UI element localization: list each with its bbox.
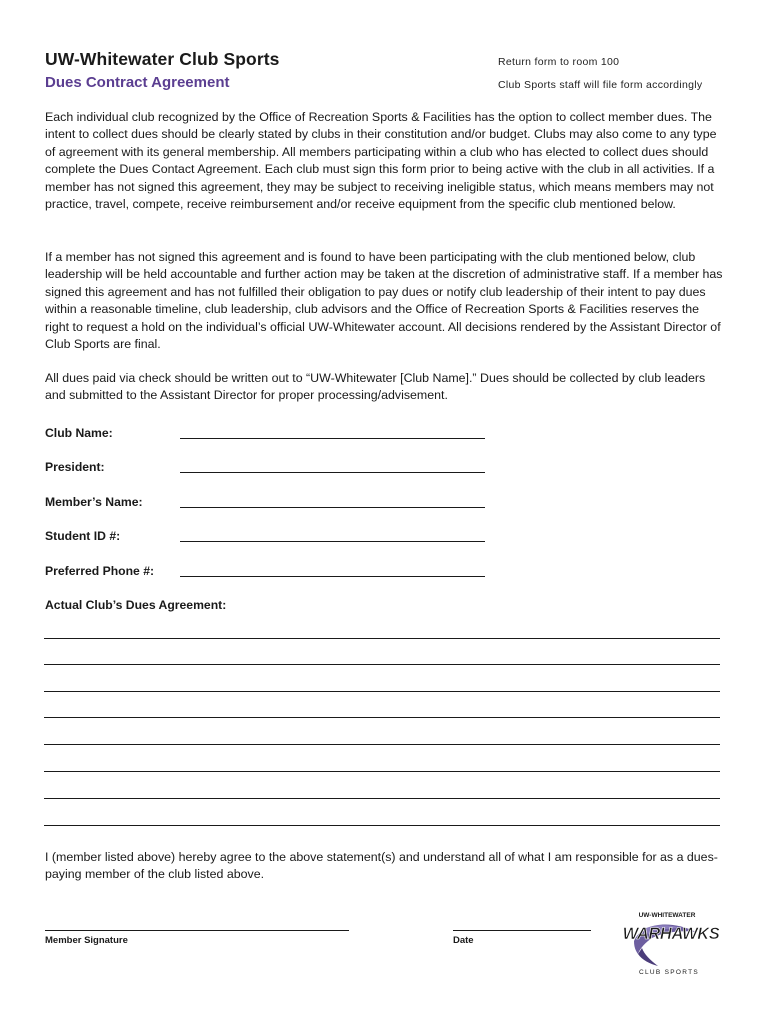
logo-main-text: WARHAWKS xyxy=(622,925,720,943)
agreement-label: Actual Club’s Dues Agreement: xyxy=(45,598,227,612)
president-label: President: xyxy=(45,460,105,474)
warhawks-club-sports-logo xyxy=(612,908,728,980)
hawk-neck-icon xyxy=(638,948,658,966)
date-label: Date xyxy=(453,935,474,946)
logo-top-text: UW-WHITEWATER xyxy=(638,912,696,919)
club-name-field[interactable] xyxy=(180,438,485,439)
page-title: UW-Whitewater Club Sports xyxy=(45,49,280,69)
phone-label: Preferred Phone #: xyxy=(45,564,155,578)
student-id-label: Student ID #: xyxy=(45,529,121,543)
accountability-paragraph: If a member has not signed this agreement and is found to have been participating with the club mentioned below, club leadership will be held accountable and further action may be taken at the discretion of administrative staff. If a member has signed this agreement and has not fulfilled their obligation to pay dues or notify club leadership of their intent to pay dues within a reasonable timeline, club leadership, club advisors and the Office of Recreation Sports & Facilities reserves the right to request a hold on the individual’s official UW-Whitewater account. All decisions rendered by the Assistant Director of Club Sports are final. xyxy=(45,250,723,352)
member-signature-label: Member Signature xyxy=(45,935,128,946)
logo-bottom-text: CLUB SPORTS xyxy=(638,969,700,976)
agreement-line[interactable] xyxy=(44,717,720,718)
agreement-line[interactable] xyxy=(44,825,720,826)
president-field[interactable] xyxy=(180,472,485,473)
date-field[interactable] xyxy=(453,930,591,931)
member-name-field[interactable] xyxy=(180,507,485,508)
filing-instructions: Club Sports staff will file form accordingly xyxy=(498,79,703,91)
club-name-label: Club Name: xyxy=(45,426,113,440)
agreement-line[interactable] xyxy=(44,771,720,772)
intro-paragraph: Each individual club recognized by the Office of Recreation Sports & Facilities has the option to collect member dues. The intent to collect dues should be clearly stated by clubs in their constitution and/or budget. Clubs may also come to any type of agreement with its general membership. All members participating within a club who has elected to collect dues should complete the Dues Contact Agreement. Each club must sign this form prior to being active with the club in all activities. If a member has not signed this agreement, they may be subject to receiving ineligible status, which means members may not practice, travel, compete, receive reimbursement and/or receive equipment from the specific club mentioned below. xyxy=(45,110,717,212)
payment-paragraph: All dues paid via check should be written out to “UW-Whitewater [Club Name].” Dues should be collected by club leaders and submitted to the Assistant Director for proper processing/advisement. xyxy=(45,371,706,403)
agreement-line[interactable] xyxy=(44,798,720,799)
agreement-line[interactable] xyxy=(44,744,720,745)
agreement-statement: I (member listed above) hereby agree to the above statement(s) and understand all of what I am responsible for as a dues-paying member of the club listed above. xyxy=(45,850,718,882)
agreement-line[interactable] xyxy=(44,638,720,639)
agreement-line[interactable] xyxy=(44,691,720,692)
page-subtitle: Dues Contract Agreement xyxy=(45,74,230,91)
return-instructions: Return form to room 100 xyxy=(498,56,620,68)
student-id-field[interactable] xyxy=(180,541,485,542)
member-name-label: Member’s Name: xyxy=(45,495,143,509)
phone-field[interactable] xyxy=(180,576,485,577)
agreement-line[interactable] xyxy=(44,664,720,665)
member-signature-field[interactable] xyxy=(45,930,349,931)
